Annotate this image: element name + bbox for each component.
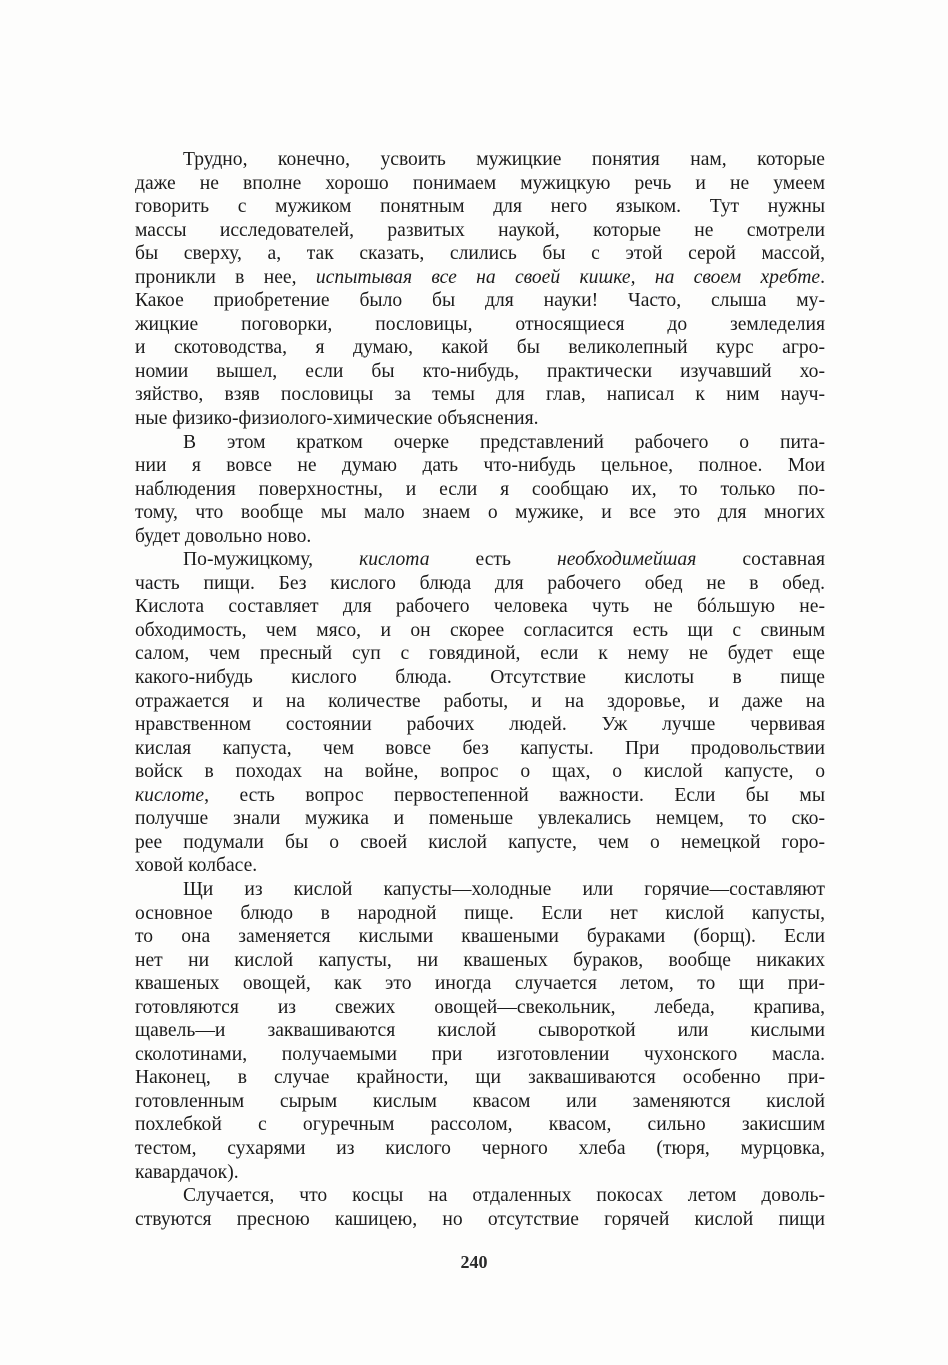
text-segment: ствуются пресною кашицею, но отсутствие горячей кислой пищи — [135, 1208, 825, 1230]
text-segment: рее подумали бы о своей кислой капусте, чем о немецкой горо- — [135, 831, 825, 853]
text-segment: . — [820, 266, 825, 288]
text-line — [135, 1113, 825, 1137]
text-line — [135, 831, 825, 855]
text-line — [135, 336, 825, 360]
text-line — [135, 172, 825, 196]
text-line — [135, 242, 825, 266]
text-line — [135, 383, 825, 407]
text-segment: В этом кратком очерке представлений рабочего о пита- — [183, 431, 825, 453]
text-line — [135, 972, 825, 996]
text-line — [135, 1019, 825, 1043]
text-line — [135, 1208, 825, 1232]
text-line — [135, 595, 825, 619]
text-segment: Щи из кислой капусты—холодные или горячие—составляют — [183, 878, 825, 900]
text-segment: номии вышел, если бы кто-нибудь, практически изучавший хо- — [135, 360, 825, 382]
text-line — [135, 925, 825, 949]
text-line — [135, 148, 825, 172]
text-line — [135, 1066, 825, 1090]
text-line — [135, 501, 825, 525]
text-segment: готовляются из свежих овощей—свекольник, лебеда, крапива, — [135, 996, 825, 1018]
text-line — [135, 666, 825, 690]
text-segment: обходимость, чем мясо, и он скорее согласится есть щи с свиным — [135, 619, 825, 641]
text-line — [135, 713, 825, 737]
text-line — [135, 360, 825, 384]
text-segment: войск в походах на войне, вопрос о щах, о кислой капусте, о — [135, 761, 825, 783]
text-segment: , есть вопрос первостепенной важности. Если бы мы — [204, 784, 825, 806]
text-line — [135, 478, 825, 502]
text-segment: кислая капуста, чем вовсе без капусты. При продовольствии — [135, 737, 825, 759]
text-line — [135, 642, 825, 666]
text-segment: часть пищи. Без кислого блюда для рабочего обед не в обед. — [135, 572, 825, 594]
text-segment: будет довольно ново. — [135, 525, 312, 547]
text-segment: есть — [429, 549, 557, 571]
text-line — [135, 407, 825, 431]
text-segment: получше знали мужика и поменьше увлекались немцем, то ско- — [135, 808, 825, 830]
text-segment: говорить с мужиком понятным для него языком. Тут нужны — [135, 196, 825, 218]
text-segment: щавель—и заквашиваются кислой сывороткой или кислыми — [135, 1020, 825, 1042]
text-line — [135, 1043, 825, 1067]
text-segment: нии я вовсе не думаю дать что-нибудь цельное, полное. Мои — [135, 455, 825, 477]
text-line — [135, 195, 825, 219]
text-segment: нет ни кислой капусты, ни квашеных бураков, вообще никаких — [135, 949, 825, 971]
text-segment: сколотинами, получаемыми при изготовлении чухонского масла. — [135, 1043, 825, 1065]
text-segment: кавардачок). — [135, 1161, 239, 1183]
text-line — [135, 1161, 825, 1185]
paragraph — [135, 878, 825, 1184]
text-line — [135, 525, 825, 549]
text-segment: нравственном состоянии рабочих людей. Уж лучше червивая — [135, 714, 825, 736]
paragraph — [135, 431, 825, 549]
text-segment: тестом, сухарями из кислого черного хлеба (тюря, мурцовка, — [135, 1137, 825, 1159]
text-segment: Трудно, конечно, усвоить мужицкие понятия нам, которые — [183, 149, 825, 170]
text-line — [135, 902, 825, 926]
text-line — [135, 737, 825, 761]
text-segment: бы сверху, а, так сказать, слились бы с этой серой массой, — [135, 243, 825, 265]
text-segment: Какое приобретение было бы для науки! Часто, слыша му- — [135, 290, 825, 312]
text-line — [135, 1184, 825, 1208]
text-segment: салом, чем пресный суп с говядиной, если к нему не будет еще — [135, 643, 825, 665]
text-line — [135, 1090, 825, 1114]
text-segment: жицкие поговорки, пословицы, относящиеся до земледелия — [135, 313, 825, 335]
text-line — [135, 289, 825, 313]
text-line — [135, 454, 825, 478]
text-segment: составная — [696, 549, 825, 571]
text-line — [135, 760, 825, 784]
italic-text: кислота — [359, 549, 430, 571]
text-line — [135, 431, 825, 455]
text-line — [135, 807, 825, 831]
text-segment: проникли в нее, — [135, 266, 316, 288]
text-segment: квашеных овощей, как это иногда случается летом, то щи при- — [135, 973, 825, 995]
italic-text: кислоте — [135, 784, 205, 806]
text-segment: По-мужицкому, — [183, 549, 360, 571]
text-line — [135, 219, 825, 243]
text-line — [135, 313, 825, 337]
text-line — [135, 266, 825, 290]
text-line — [135, 619, 825, 643]
text-segment: ховой колбасе. — [135, 855, 258, 877]
text-line — [135, 548, 825, 572]
text-line — [135, 784, 825, 808]
paragraph — [135, 148, 825, 431]
text-line — [135, 996, 825, 1020]
text-segment: готовленным сырым кислым квасом или заменяются кислой — [135, 1090, 825, 1112]
text-line — [135, 572, 825, 596]
text-segment: то она заменяется кислыми квашеными бураками (борщ). Если — [135, 926, 825, 948]
text-segment: зяйство, взяв пословицы за темы для глав, написал к ним науч- — [135, 384, 825, 406]
text-line — [135, 690, 825, 714]
text-segment: Случается, что косцы на отдаленных покосах летом доволь- — [183, 1185, 825, 1207]
text-segment: похлебкой с огуречным рассолом, квасом, сильно закисшим — [135, 1114, 825, 1136]
text-segment: и скотоводства, я думаю, какой бы великолепный курс агро- — [135, 337, 825, 359]
text-line — [135, 1137, 825, 1161]
text-segment: ные физико-физиолого-химические объяснения. — [135, 408, 539, 430]
italic-text: необходимейшая — [557, 549, 697, 571]
text-line — [135, 854, 825, 878]
body-text — [135, 148, 825, 1231]
text-line — [135, 949, 825, 973]
text-segment: какого-нибудь кислого блюда. Отсутствие кислоты в пище — [135, 667, 825, 689]
text-segment: тому, что вообще мы мало знаем о мужике, и все это для многих — [135, 502, 825, 524]
paragraph — [135, 548, 825, 878]
text-segment: массы исследователей, развитых наукой, которые не смотрели — [135, 219, 825, 241]
text-segment: отражается и на количестве работы, и на здоровье, и даже на — [135, 690, 825, 712]
page-number: 240 — [460, 1252, 488, 1272]
text-segment: наблюдения поверхностны, и если я сообщаю их, то только по- — [135, 478, 825, 500]
text-segment: Кислота составляет для рабочего человека чуть не бóльшую не- — [135, 596, 825, 618]
text-segment: Наконец, в случае крайности, щи заквашиваются особенно при- — [135, 1067, 825, 1089]
text-line — [135, 878, 825, 902]
text-segment: основное блюдо в народной пище. Если нет кислой капусты, — [135, 902, 825, 924]
italic-text: испытывая все на своей кишке, на своем хребте — [315, 266, 821, 288]
text-segment: даже не вполне хорошо понимаем мужицкую речь и не умеем — [135, 172, 825, 194]
paragraph — [135, 1184, 825, 1231]
